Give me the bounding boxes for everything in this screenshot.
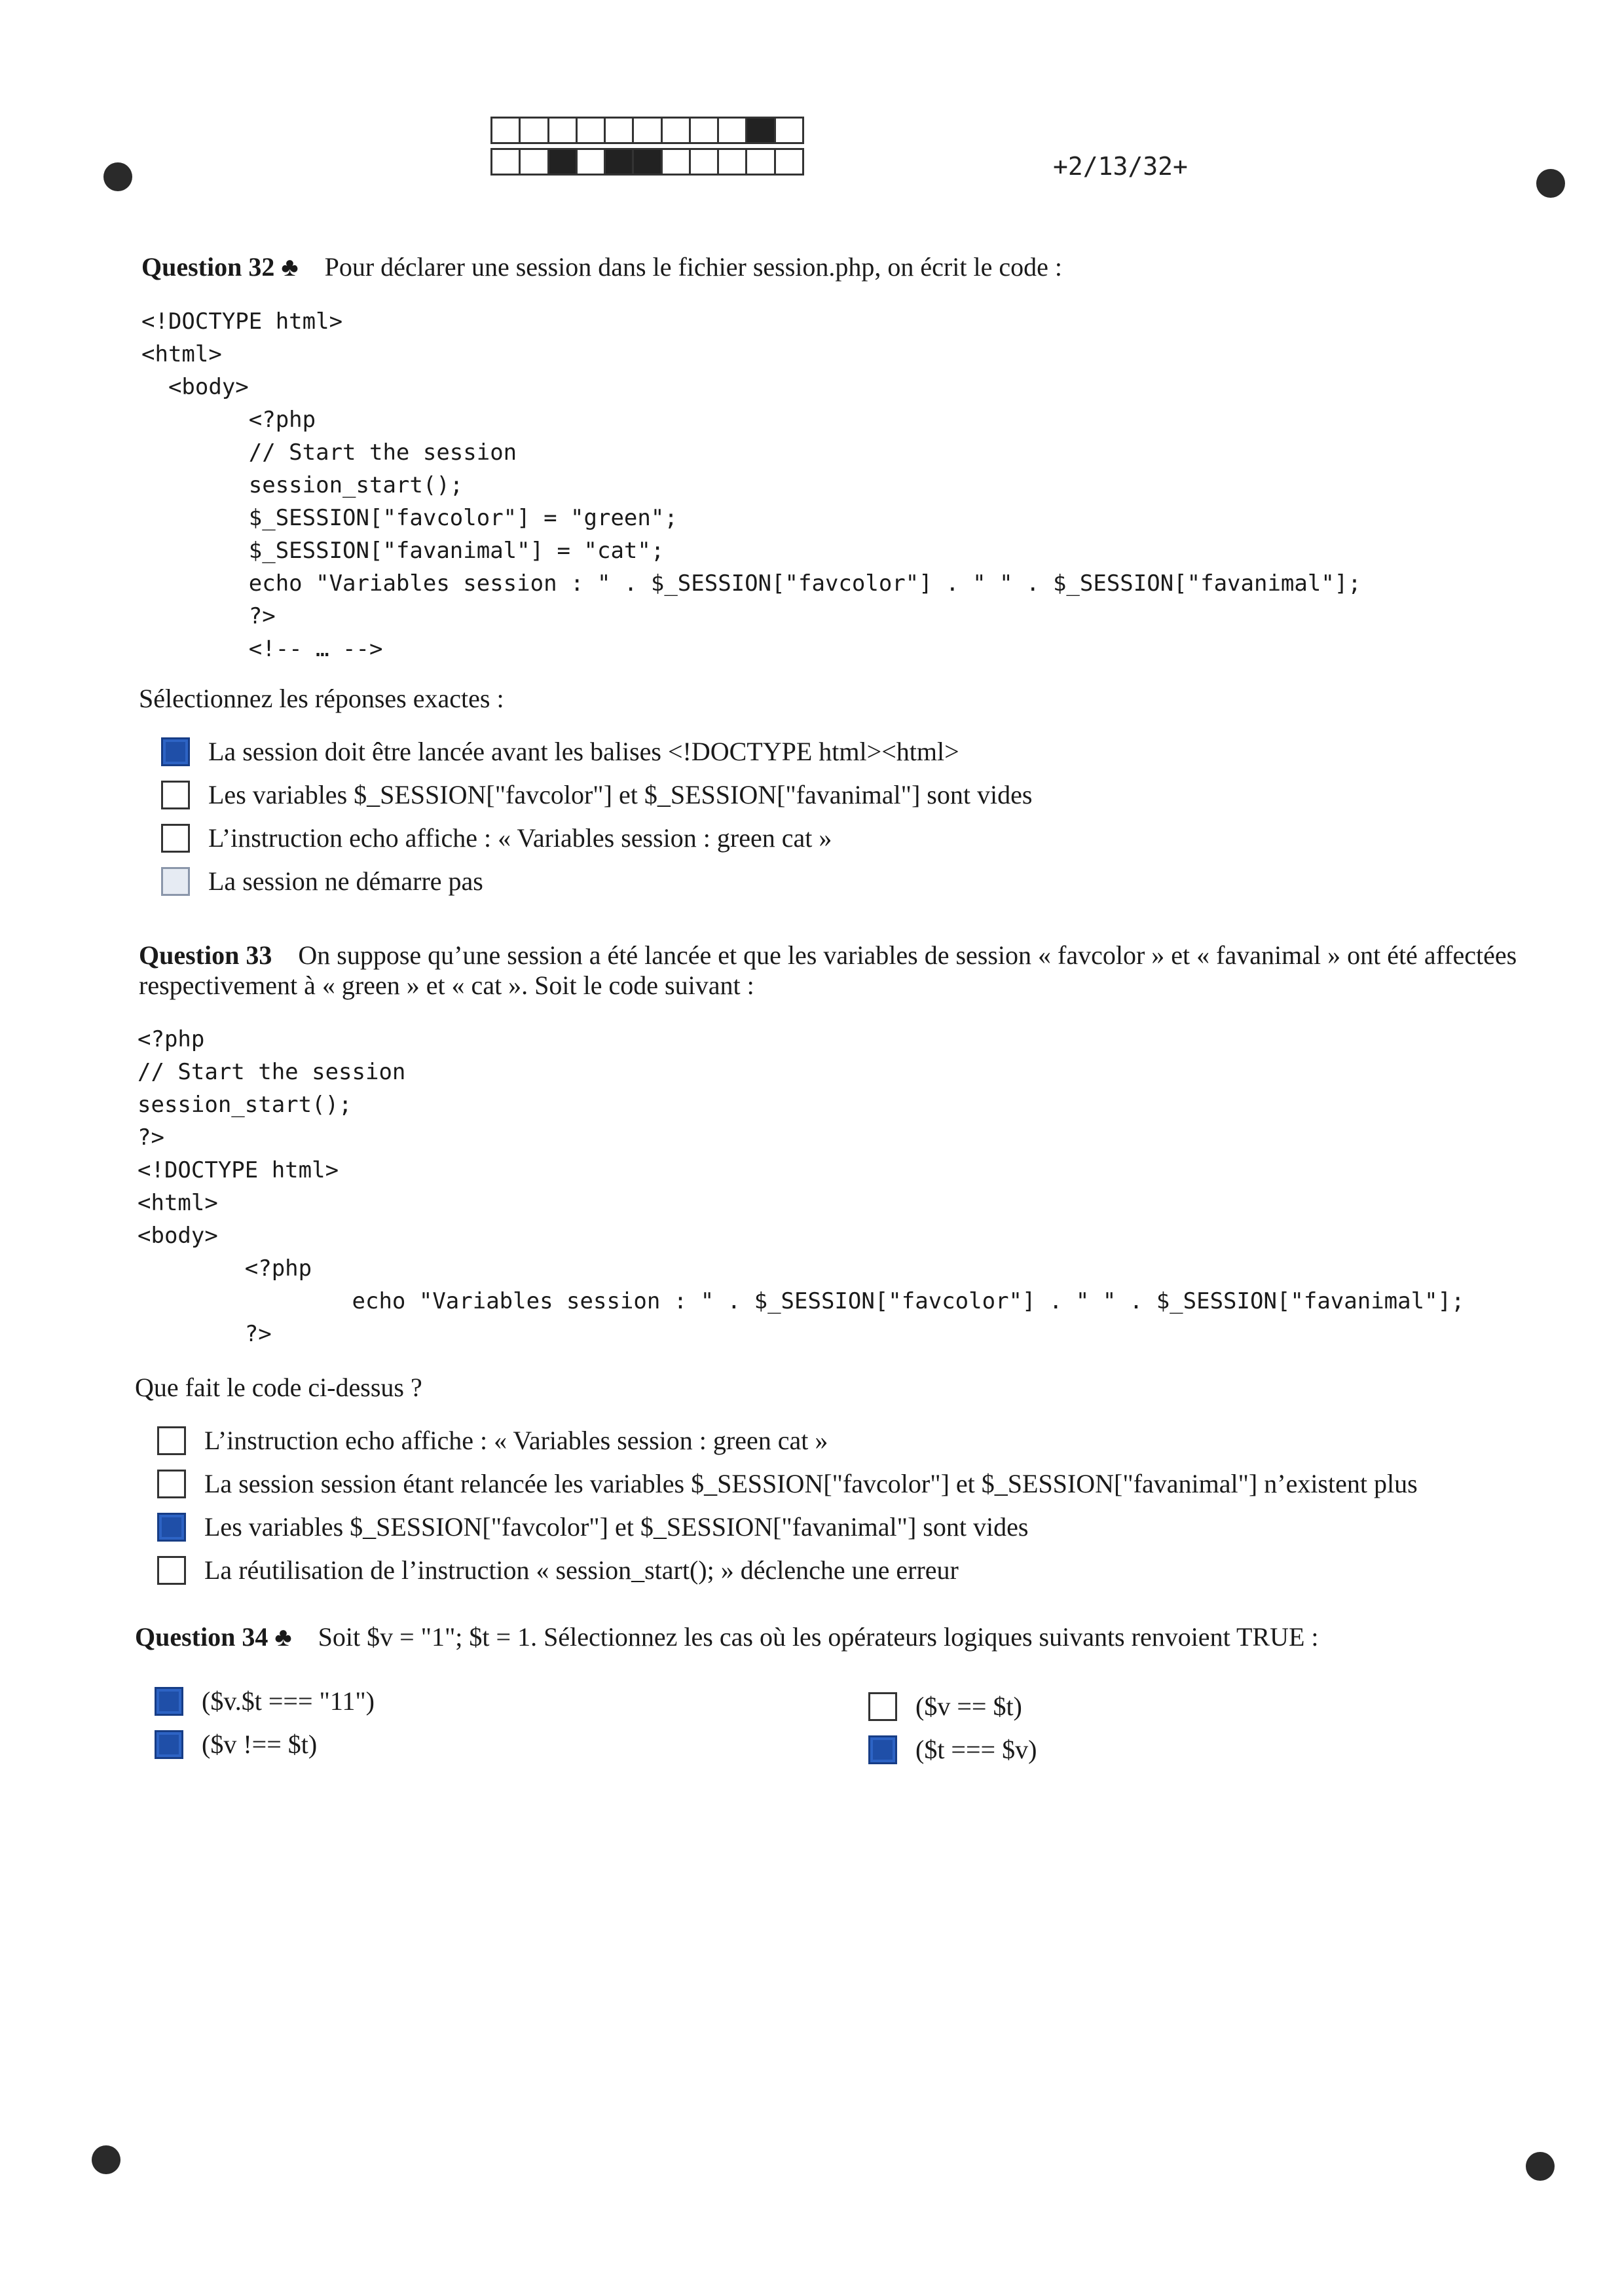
id-grid-cell (547, 117, 578, 144)
question-32-code: <!DOCTYPE html> <html> <body> <?php // Start the session session_start(); $_SESSION["favcolor"] = "green"; $_SESSION["favanimal"] = "cat"; echo "Variables session : " . $_SESSION["favcolor"] . " " . $_SESSION["favanimal"]; ?> <!-- … --> (141, 308, 1361, 662)
checkbox[interactable] (157, 1426, 186, 1455)
option-label: ($v == $t) (915, 1692, 1022, 1721)
question-34-header (135, 1620, 1319, 1654)
id-grid-cell (717, 117, 747, 144)
id-grid-cell (661, 148, 691, 176)
question-33-option[interactable] (157, 1555, 959, 1585)
checkbox[interactable] (155, 1730, 183, 1759)
checkbox[interactable] (161, 867, 190, 896)
registration-mark-bottom-left (92, 2145, 120, 2174)
id-grid-cell (490, 148, 521, 176)
question-34-option[interactable] (868, 1691, 1022, 1722)
option-label: La session session étant relancée les variables $_SESSION["favcolor"] et $_SESSION["favanimal"] n’existent plus (204, 1469, 1418, 1498)
id-grid-cell (604, 117, 634, 144)
question-32-prompt: Sélectionnez les réponses exactes : (139, 684, 504, 713)
question-33-label: Question 33 (139, 940, 272, 970)
question-32-option[interactable] (161, 736, 959, 767)
option-label: Les variables $_SESSION["favcolor"] et $_SESSION["favanimal"] sont vides (208, 780, 1033, 809)
id-grid-cell (547, 148, 578, 176)
question-34-option[interactable] (155, 1729, 317, 1760)
id-grid-row-2 (492, 148, 804, 176)
option-label: La réutilisation de l’instruction « session_start(); » déclenche une erreur (204, 1555, 959, 1585)
option-label: La session ne démarre pas (208, 866, 483, 896)
question-33-option[interactable] (157, 1511, 1028, 1542)
registration-mark-top-left (103, 162, 132, 191)
question-32-label: Question 32 ♣ (141, 252, 299, 282)
checkbox[interactable] (155, 1687, 183, 1716)
id-grid-cell (604, 148, 634, 176)
question-32-option[interactable] (161, 866, 483, 897)
checkbox[interactable] (157, 1470, 186, 1498)
id-grid-cell (774, 117, 804, 144)
id-grid-cell (632, 148, 662, 176)
registration-mark-bottom-right (1526, 2152, 1555, 2181)
question-33-header (139, 940, 1534, 1001)
option-label: La session doit être lancée avant les balises <!DOCTYPE html><html> (208, 737, 959, 766)
checkbox[interactable] (161, 824, 190, 853)
question-34-text: Soit $v = "1"; $t = 1. Sélectionnez les cas où les opérateurs logiques suivants renvoient TRUE : (318, 1622, 1319, 1652)
question-33-option[interactable] (157, 1468, 1418, 1499)
page-id: +2/13/32+ (1053, 152, 1188, 181)
question-32-header (141, 250, 1062, 284)
option-label: L’instruction echo affiche : « Variables session : green cat » (208, 823, 832, 853)
id-grid-cell (689, 148, 719, 176)
id-grid-cell (519, 117, 549, 144)
id-grid-cell (632, 117, 662, 144)
id-grid-cell (774, 148, 804, 176)
question-33-option[interactable] (157, 1425, 828, 1456)
checkbox[interactable] (157, 1556, 186, 1585)
question-34-option[interactable] (868, 1734, 1037, 1765)
id-grid-cell (745, 117, 775, 144)
option-label: ($v.$t === "11") (202, 1686, 375, 1716)
question-33-text: On suppose qu’une session a été lancée et que les variables de session « favcolor » et « favanimal » ont été affectées respectivement à « green » et « cat ». Soit le code suivant : (139, 940, 1517, 1000)
checkbox[interactable] (868, 1735, 897, 1764)
option-label: Les variables $_SESSION["favcolor"] et $_SESSION["favanimal"] sont vides (204, 1512, 1029, 1542)
checkbox[interactable] (161, 781, 190, 809)
id-grid-cell (490, 117, 521, 144)
id-grid-cell (519, 148, 549, 176)
question-33-code: <?php // Start the session session_start(); ?> <!DOCTYPE html> <html> <body> <?php echo "Variables session : " . $_SESSION["favcolor"] . " " . $_SESSION["favanimal"]; ?> (138, 1026, 1465, 1347)
question-33-prompt: Que fait le code ci-dessus ? (135, 1373, 422, 1402)
id-grid-cell (576, 117, 606, 144)
registration-mark-top-right (1536, 169, 1565, 198)
question-32-text: Pour déclarer une session dans le fichier session.php, on écrit le code : (324, 252, 1062, 282)
id-grid-cell (576, 148, 606, 176)
question-34-label: Question 34 ♣ (135, 1622, 292, 1652)
option-label: ($v !== $t) (202, 1730, 318, 1759)
option-label: ($t === $v) (915, 1735, 1037, 1764)
checkbox[interactable] (157, 1513, 186, 1542)
checkbox[interactable] (868, 1692, 897, 1721)
question-34-option[interactable] (155, 1686, 375, 1716)
question-32-option[interactable] (161, 779, 1032, 810)
id-grid-row-1 (492, 117, 804, 144)
option-label: L’instruction echo affiche : « Variables session : green cat » (204, 1426, 828, 1455)
question-32-option[interactable] (161, 823, 832, 853)
id-grid-cell (745, 148, 775, 176)
id-grid-cell (717, 148, 747, 176)
checkbox[interactable] (161, 737, 190, 766)
id-grid-cell (689, 117, 719, 144)
id-grid-cell (661, 117, 691, 144)
